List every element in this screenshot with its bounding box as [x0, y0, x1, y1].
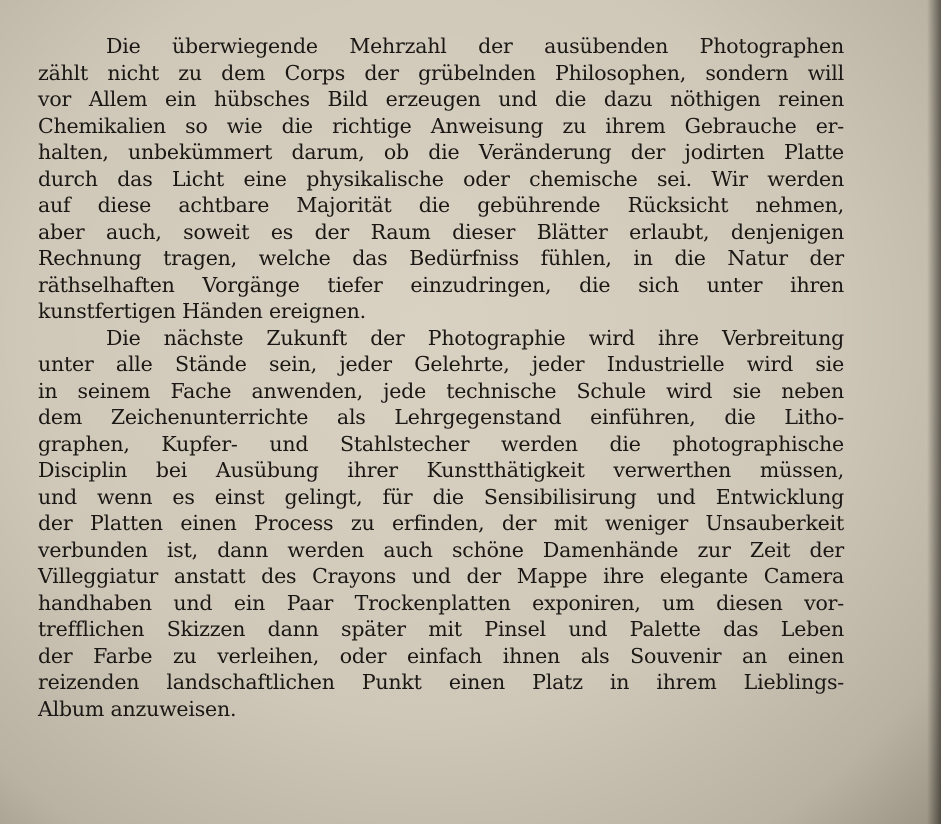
body-text: [38, 33, 844, 722]
text-line: graphen, Kupfer- und Stahlstecher werden die photographische: [38, 431, 844, 456]
text-line: vor Allem ein hübsches Bild erzeugen und die dazu nöthigen reinen: [38, 87, 844, 111]
text-line: kunstfertigen Händen ereignen.: [38, 299, 366, 323]
text-line: Album anzuweisen.: [38, 696, 237, 721]
text-line: Die überwiegende Mehrzahl der ausübenden Photographen: [106, 34, 844, 58]
text-line: unter alle Stände sein, jeder Gelehrte, jeder Industrielle wird sie: [38, 352, 844, 376]
text-line: Chemikalien so wie die richtige Anweisung zu ihrem Gebrauche er-: [38, 113, 844, 138]
text-line: handhaben und ein Paar Trockenplatten exponiren, um diesen vor-: [38, 590, 844, 615]
text-line: durch das Licht eine physikalische oder chemische sei. Wir werden: [38, 166, 844, 191]
text-line: zählt nicht zu dem Corps der grübelnden Philosophen, sondern will: [38, 60, 844, 85]
text-line: und wenn es einst gelingt, für die Sensibilisirung und Entwicklung: [38, 484, 844, 509]
text-line: verbunden ist, dann werden auch schöne Damenhände zur Zeit der: [38, 537, 844, 562]
text-line: der Platten einen Process zu erfinden, der mit weniger Unsauberkeit: [38, 511, 844, 535]
text-line: in seinem Fache anwenden, jede technische Schule wird sie neben: [38, 378, 844, 403]
text-line: auf diese achtbare Majorität die gebührende Rücksicht nehmen,: [38, 193, 844, 217]
text-line: Die nächste Zukunft der Photographie wird ihre Verbreitung: [106, 325, 844, 350]
text-line: halten, unbekümmert darum, ob die Veränderung der jodirten Platte: [38, 140, 844, 164]
text-line: Disciplin bei Ausübung ihrer Kunstthätigkeit verwerthen müssen,: [38, 458, 844, 482]
paragraph-2: [38, 325, 844, 723]
text-line: aber auch, soweit es der Raum dieser Blätter erlaubt, denjenigen: [38, 219, 844, 244]
text-line: Villeggiatur anstatt des Crayons und der Mappe ihre elegante Camera: [38, 564, 844, 588]
text-line: reizenden landschaftlichen Punkt einen Platz in ihrem Lieblings-: [38, 670, 844, 694]
text-line: trefflichen Skizzen dann später mit Pinsel und Palette das Leben: [38, 617, 844, 641]
text-line: der Farbe zu verleihen, oder einfach ihnen als Souvenir an einen: [38, 643, 844, 668]
text-line: räthselhaften Vorgänge tiefer einzudringen, die sich unter ihren: [38, 272, 844, 297]
text-line: Rechnung tragen, welche das Bedürfniss fühlen, in die Natur der: [38, 246, 844, 270]
text-line: dem Zeichenunterrichte als Lehrgegenstand einführen, die Litho-: [38, 405, 844, 429]
paragraph-1: [38, 33, 844, 325]
page-edge-shadow: [927, 0, 941, 824]
